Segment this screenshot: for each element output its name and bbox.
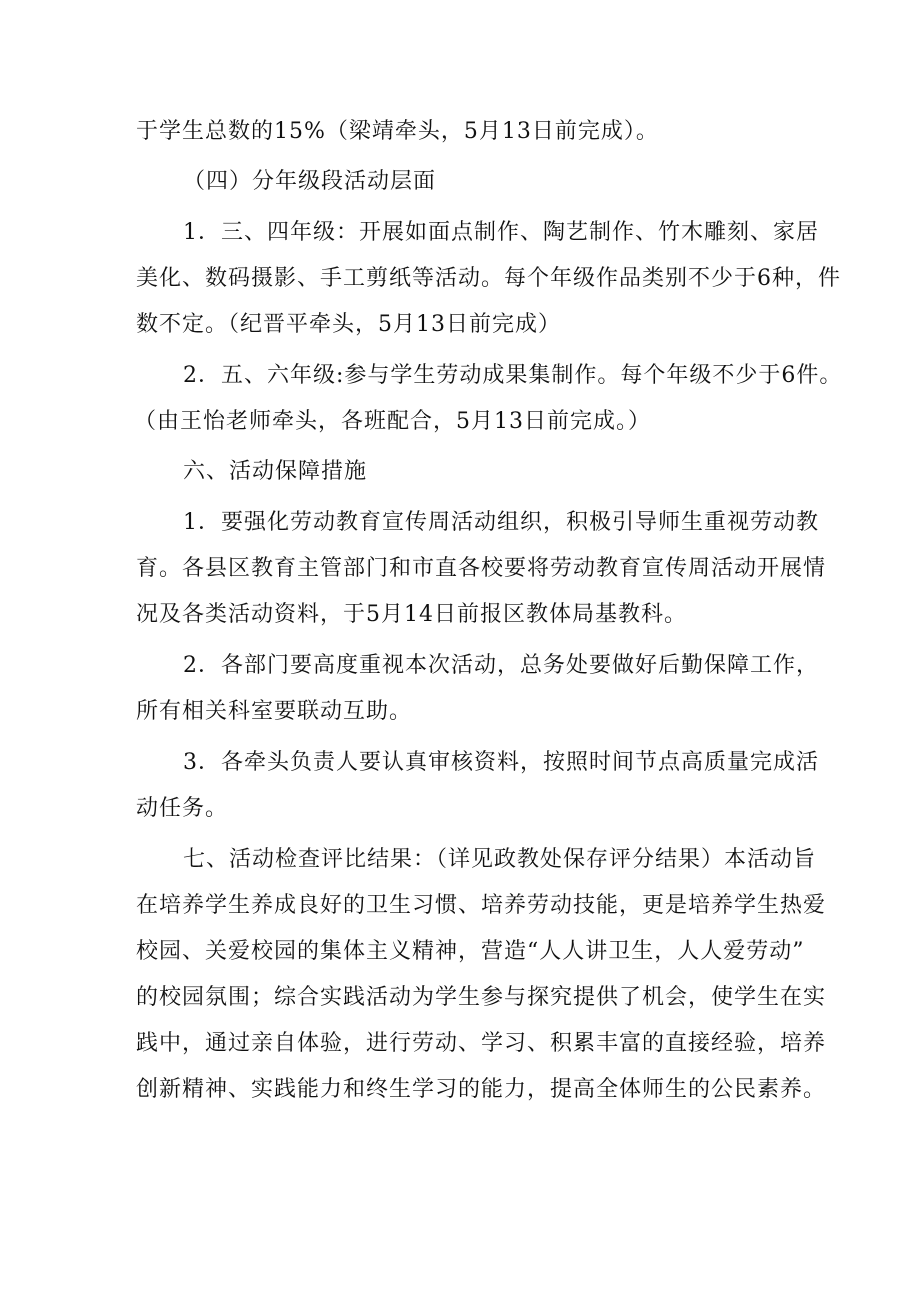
paragraph-line: 所有相关科室要联动互助。 xyxy=(136,699,413,724)
paragraph-line: 1．要强化劳动教育宣传周活动组织，积极引导师生重视劳动教 xyxy=(183,510,819,535)
paragraph-line: 2．五、六年级:参与学生劳动成果集制作。每个年级不少于6件。 xyxy=(183,363,843,388)
paragraph-line: 美化、数码摄影、手工剪纸等活动。每个年级作品类别不少于6种，件 xyxy=(136,266,841,291)
paragraph-line: 校园、关爱校园的集体主义精神，营造“人人讲卫生，人人爱劳动” xyxy=(136,939,805,964)
paragraph-line: 2．各部门要高度重视本次活动，总务处要做好后勤保障工作， xyxy=(183,653,819,678)
paragraph-line: 在培养学生养成良好的卫生习惯、培养劳动技能，更是培养学生热爱 xyxy=(136,893,827,918)
paragraph-line: 七、活动检查评比结果：（详见政教处保存评分结果）本活动旨 xyxy=(183,847,817,872)
paragraph-line: 创新精神、实践能力和终生学习的能力，提高全体师生的公民素养。 xyxy=(136,1077,827,1102)
paragraph-line: 育。各县区教育主管部门和市直各校要将劳动教育宣传周活动开展情 xyxy=(136,556,827,581)
section-heading: （四）分年级段活动层面 xyxy=(183,169,437,194)
paragraph-line: 的校园氛围；综合实践活动为学生参与探究提供了机会，使学生在实 xyxy=(136,985,827,1010)
paragraph-line: 况及各类活动资料，于5月14日前报区教体局基教科。 xyxy=(136,602,687,627)
paragraph-line: 于学生总数的15%（梁靖牵头，5月13日前完成）。 xyxy=(136,119,659,144)
paragraph-line: （由王怡老师牵头，各班配合，5月13日前完成。） xyxy=(134,409,651,434)
paragraph-line: 动任务。 xyxy=(136,796,229,821)
paragraph-line: 3．各牵头负责人要认真审核资料，按照时间节点高质量完成活 xyxy=(183,750,819,775)
paragraph-line: 1．三、四年级：开展如面点制作、陶艺制作、竹木雕刻、家居 xyxy=(183,220,819,245)
section-heading: 六、活动保障措施 xyxy=(183,459,368,484)
paragraph-line: 数不定。（纪晋平牵头，5月13日前完成） xyxy=(136,312,561,337)
paragraph-line: 践中，通过亲自体验，进行劳动、学习、积累丰富的直接经验，培养 xyxy=(136,1031,827,1056)
